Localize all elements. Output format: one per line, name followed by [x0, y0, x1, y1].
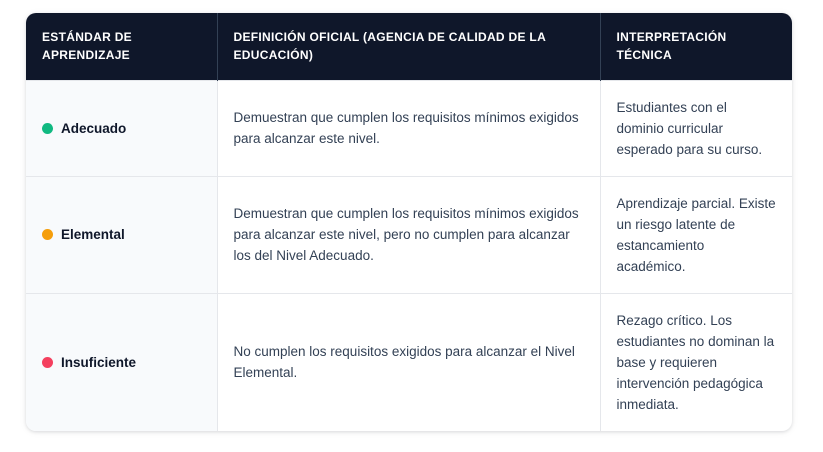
orange-status-dot-icon — [42, 229, 53, 240]
level-cell — [26, 176, 217, 293]
level-name: Insuficiente — [61, 354, 137, 370]
table-row — [26, 293, 792, 431]
level-cell — [26, 293, 217, 431]
level-label — [42, 352, 201, 373]
header-definition: DEFINICIÓN OFICIAL (AGENCIA DE CALIDAD DE LA EDUCACIÓN) — [217, 13, 600, 80]
table-header — [26, 13, 792, 80]
definition-cell: Demuestran que cumplen los requisitos mínimos exigidos para alcanzar este nivel. — [217, 80, 600, 176]
definition-cell: No cumplen los requisitos exigidos para alcanzar el Nivel Elemental. — [217, 293, 600, 431]
header-row — [26, 13, 792, 80]
level-label — [42, 118, 201, 139]
table-row — [26, 176, 792, 293]
learning-standards-table — [26, 13, 792, 431]
header-standard: ESTÁNDAR DE APRENDIZAJE — [26, 13, 217, 80]
interpretation-cell: Aprendizaje parcial. Existe un riesgo latente de estancamiento académico. — [616, 195, 776, 274]
red-status-dot-icon — [42, 357, 53, 368]
level-label — [42, 224, 201, 245]
standards-table — [26, 13, 792, 431]
level-name: Elemental — [61, 227, 125, 242]
green-status-dot-icon — [42, 123, 53, 134]
header-interpretation: INTERPRETACIÓN TÉCNICA — [600, 13, 792, 80]
table-row — [26, 80, 792, 176]
level-name: Adecuado — [61, 120, 127, 136]
table-body — [26, 80, 792, 431]
interpretation-cell: Rezago crítico. Los estudiantes no dominan la base y requieren intervención pedagógica inmediata. — [616, 312, 775, 412]
interpretation-cell: Estudiantes con el dominio curricular esperado para su curso. — [616, 99, 763, 157]
level-cell — [26, 80, 217, 176]
definition-cell: Demuestran que cumplen los requisitos mínimos exigidos para alcanzar este nivel, pero no cumplen para alcanzar los del Nivel Adecuado. — [217, 176, 600, 293]
